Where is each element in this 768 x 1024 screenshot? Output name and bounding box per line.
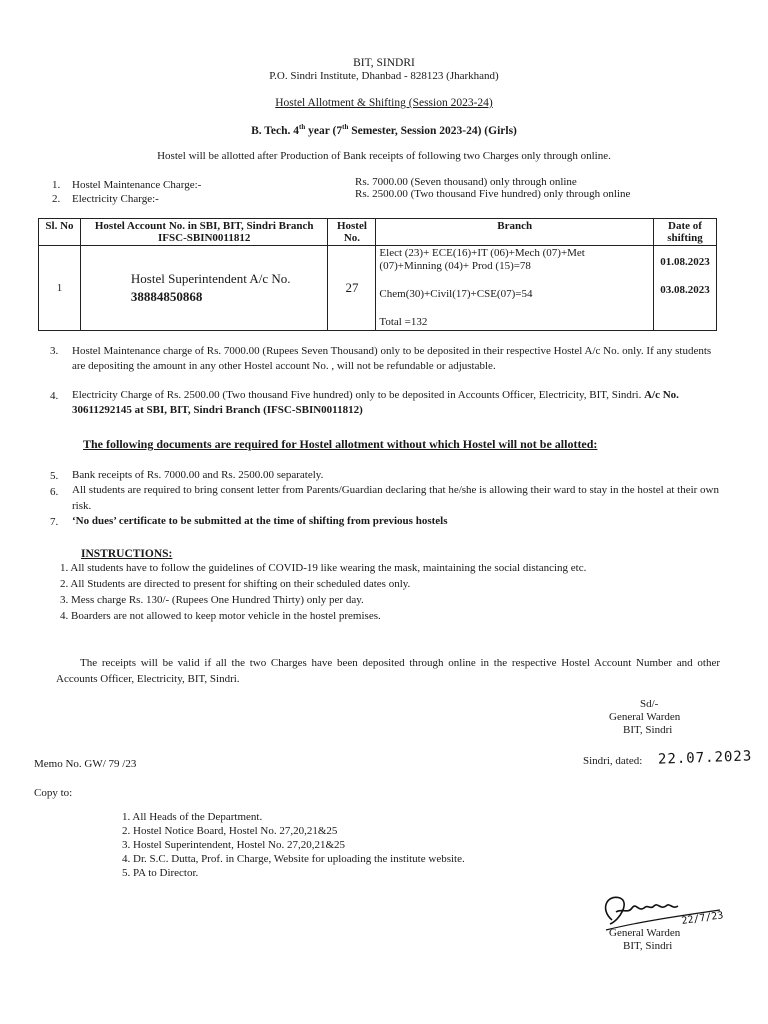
- branch-line-1: Elect (23)+ ECE(16)+IT (06)+Mech (07)+Met (07)+Minning (04)+ Prod (15)=78: [379, 247, 585, 272]
- point-4-number: 4.: [50, 390, 59, 402]
- instruction-1: 1. All students have to follow the guidelines of COVID-19 like wearing the mask, maintaining the social distancing etc.: [60, 562, 587, 574]
- instruction-4: 4. Boarders are not allowed to keep motor vehicle in the hostel premises.: [60, 610, 381, 622]
- shift-date-1: 01.08.2023: [660, 256, 710, 268]
- charge-2-value: Rs. 2500.00 (Two thousand Five hundred) only through online: [355, 188, 631, 200]
- notice-subject: Hostel Allotment & Shifting (Session 2023-24): [275, 97, 493, 109]
- row-date-cell: [653, 246, 716, 331]
- svg-text:22/7/23: 22/7/23: [680, 910, 725, 927]
- doc-5-number: 5.: [50, 470, 59, 482]
- dated-label: Sindri, dated:: [583, 755, 643, 767]
- copy-to-item-5: 5. PA to Director.: [122, 867, 199, 879]
- point-3-text: Hostel Maintenance charge of Rs. 7000.00 (Rupees Seven Thousand) only to be deposited in their respective Hostel A/c No. only. If any students are depositing the amount in any other Hostel account No. , will not be refundable or adjustable.: [72, 345, 712, 372]
- course-line: B. Tech. 4th year (7th Semester, Session 2023-24) (Girls): [251, 123, 517, 137]
- documents-heading: The following documents are required for Hostel allotment without which Hostel will not be allotted:: [83, 437, 598, 451]
- row-account-cell: [80, 246, 328, 331]
- table-row: [39, 246, 717, 331]
- copy-to-item-4: 4. Dr. S.C. Dutta, Prof. in Charge, Website for uploading the institute website.: [122, 853, 465, 865]
- row-hostel-no: 27: [328, 246, 376, 331]
- header-branch: Branch: [376, 219, 654, 246]
- charge-1-value: Rs. 7000.00 (Seven thousand) only through online: [355, 176, 577, 188]
- branch-total: Total =132: [379, 316, 428, 328]
- institute-address: P.O. Sindri Institute, Dhanbad - 828123 (Jharkhand): [269, 70, 499, 82]
- point-3-number: 3.: [50, 345, 59, 357]
- charge-2-number: 2.: [52, 193, 61, 205]
- copy-to-item-2: 2. Hostel Notice Board, Hostel No. 27,20,21&25: [122, 825, 338, 837]
- doc-5-text: Bank receipts of Rs. 7000.00 and Rs. 2500.00 separately.: [72, 469, 324, 481]
- signoff-sd: Sd/-: [640, 698, 659, 710]
- row-sl-no: 1: [39, 246, 81, 331]
- charge-2-label: Electricity Charge:-: [72, 193, 159, 205]
- point-4-text: [72, 388, 724, 418]
- header-date-of-shifting: Date of shifting: [653, 219, 716, 246]
- doc-6-text: All students are required to bring consent letter from Parents/Guardian declaring that he/she is allowing their ward to stay in the hostel at their own risk.: [72, 484, 719, 512]
- signoff-title: General Warden: [609, 711, 681, 723]
- header-account: Hostel Account No. in SBI, BIT, Sindri Branch IFSC-SBIN0011812: [80, 219, 328, 246]
- dated-handwritten: 22.07.2023: [657, 748, 753, 768]
- signature-title: General Warden: [609, 927, 681, 939]
- copy-to-label: Copy to:: [34, 787, 73, 799]
- account-number: 38884850868: [130, 289, 203, 304]
- charge-1-number: 1.: [52, 179, 61, 191]
- intro-text: Hostel will be allotted after Production of Bank receipts of following two Charges only through online.: [157, 150, 611, 162]
- row-branch-cell: [376, 246, 654, 331]
- charge-1-label: Hostel Maintenance Charge:-: [72, 179, 202, 191]
- signoff-org: BIT, Sindri: [623, 724, 673, 736]
- branch-line-2: Chem(30)+Civil(17)+CSE(07)=54: [379, 288, 533, 300]
- point-4-text-a: Electricity Charge of Rs. 2500.00 (Two thousand Five hundred) only to be deposited in Accounts Officer, Electricity, BIT, Sindri.: [72, 389, 642, 401]
- copy-to-item-1: 1. All Heads of the Department.: [122, 811, 263, 823]
- instruction-2: 2. All Students are directed to present for shifting on their scheduled dates only.: [60, 578, 411, 590]
- header-hostel-no: Hostel No.: [328, 219, 376, 246]
- instruction-3: 3. Mess charge Rs. 130/- (Rupees One Hundred Thirty) only per day.: [60, 594, 364, 606]
- copy-to-item-3: 3. Hostel Superintendent, Hostel No. 27,20,21&25: [122, 839, 346, 851]
- doc-7-number: 7.: [50, 516, 59, 528]
- receipt-note: The receipts will be valid if all the two Charges have been deposited through online in the respective Hostel Account Number and other Accounts Officer, Electricity, BIT, Sindri.: [56, 657, 720, 685]
- signature-org: BIT, Sindri: [623, 940, 673, 952]
- account-label: Hostel Superintendent A/c No.: [130, 271, 291, 286]
- point-4-account: A/c No. 30611292145 at SBI, BIT, Sindri Branch (IFSC-SBIN0011812): [72, 389, 679, 416]
- doc-6-number: 6.: [50, 486, 59, 498]
- institute-name: BIT, SINDRI: [353, 57, 415, 69]
- shift-date-2: 03.08.2023: [660, 284, 710, 296]
- instructions-heading: INSTRUCTIONS:: [81, 548, 173, 560]
- hostel-allotment-table: [38, 218, 717, 331]
- table-header-row: [39, 219, 717, 246]
- memo-number: Memo No. GW/ 79 /23: [34, 758, 137, 770]
- doc-7-text: ‘No dues’ certificate to be submitted at the time of shifting from previous hostels: [72, 515, 448, 527]
- header-sl-no: Sl. No: [39, 219, 81, 246]
